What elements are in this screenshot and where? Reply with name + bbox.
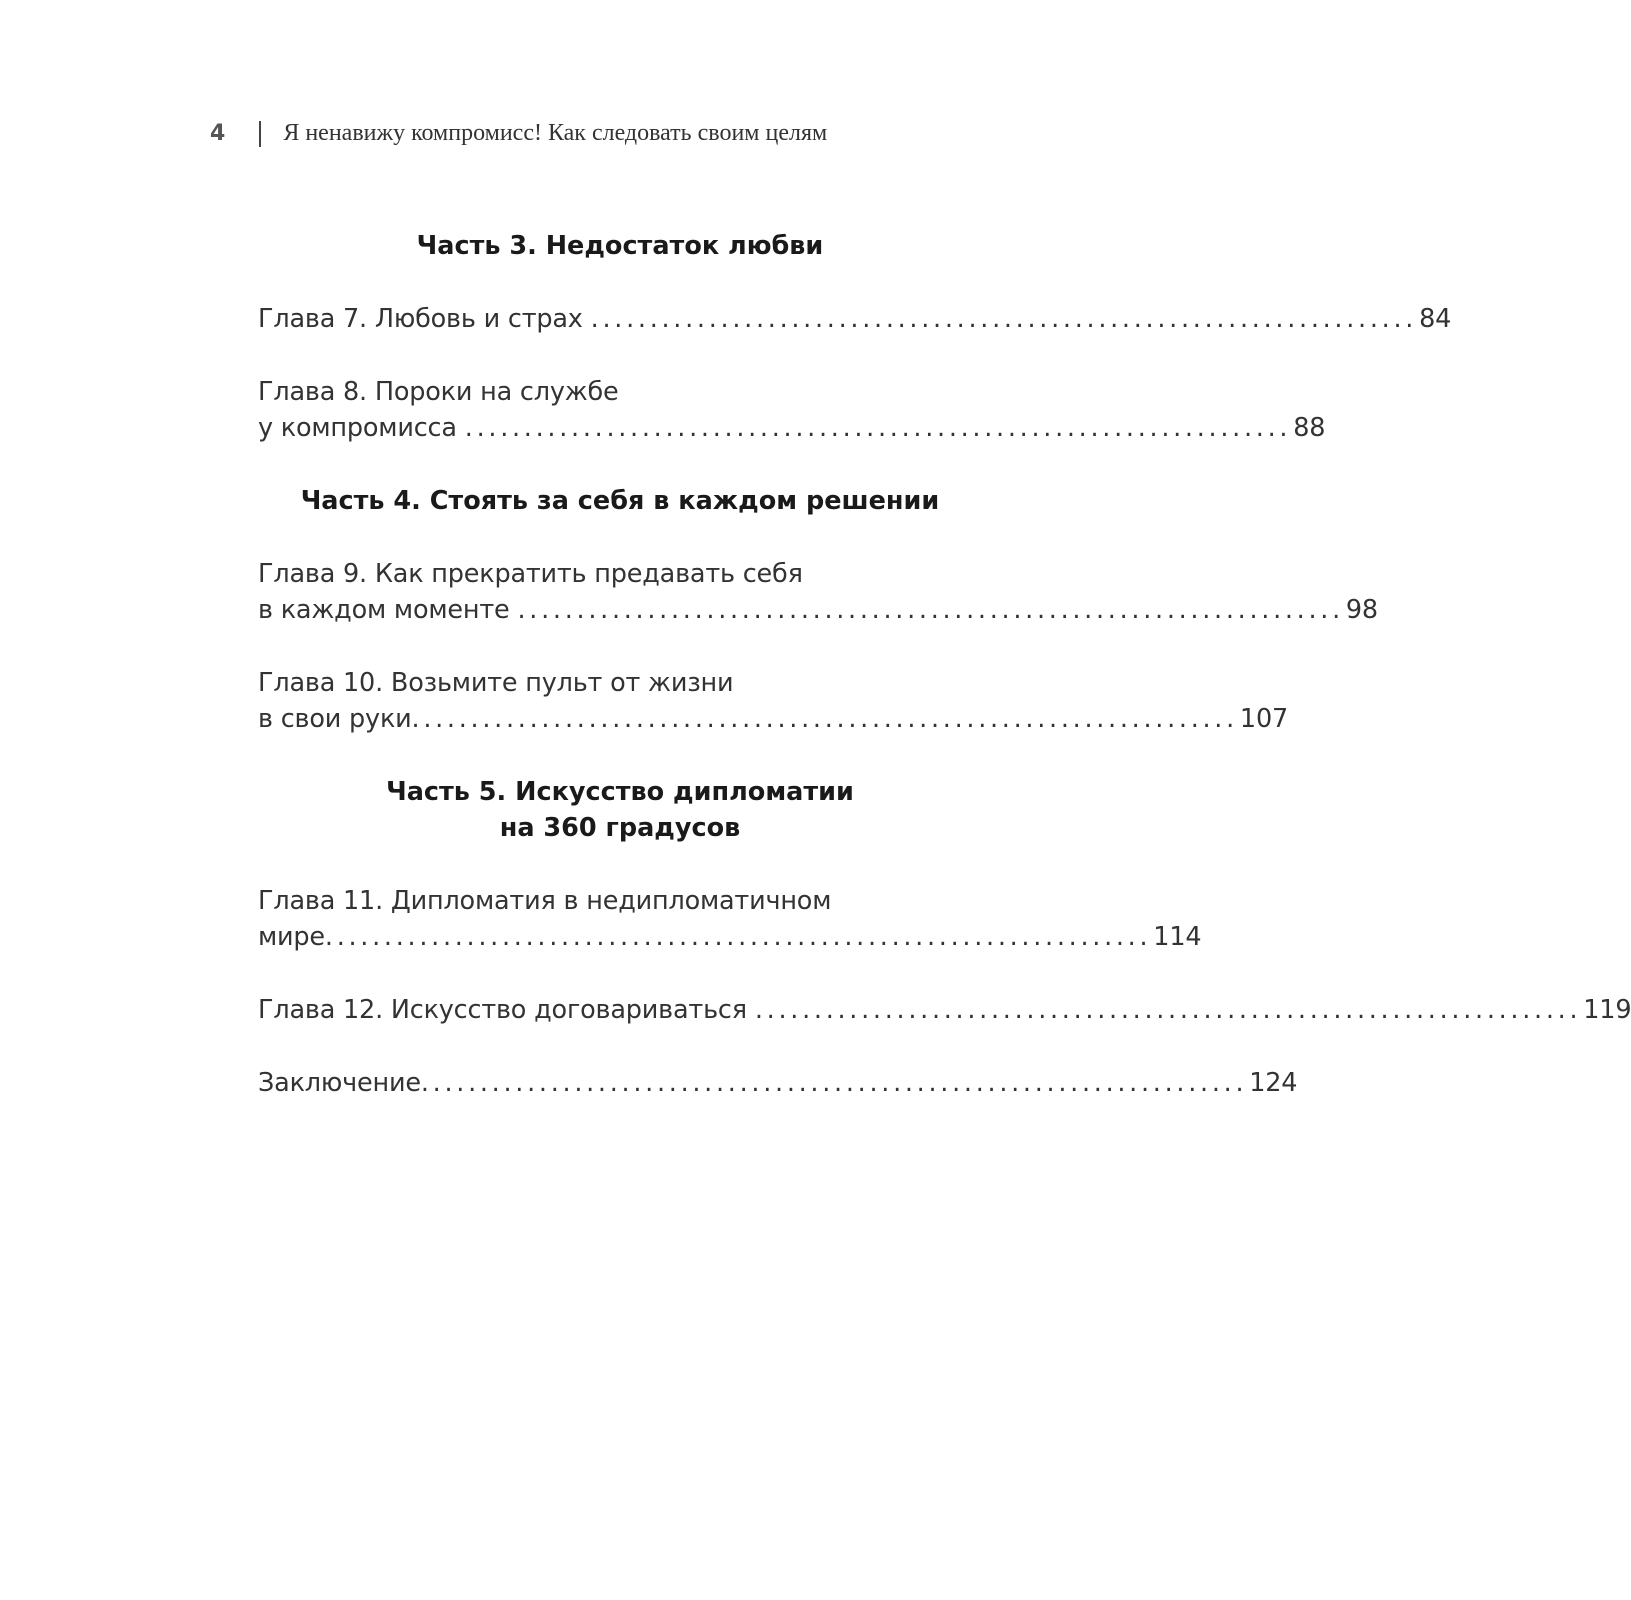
dot-leader: ...................................................................... bbox=[324, 922, 1152, 952]
chapter-page: 114 bbox=[1153, 922, 1202, 952]
chapter-title: Глава 8. Пороки на службе bbox=[258, 377, 619, 407]
chapter-title: Заключение bbox=[258, 1068, 421, 1098]
running-head bbox=[210, 120, 827, 147]
toc-entry-chapter-11[interactable] bbox=[258, 883, 1202, 955]
chapter-title: Глава 10. Возьмите пульт от жизни bbox=[258, 668, 734, 698]
dot-leader: ...................................................................... bbox=[420, 1068, 1248, 1098]
part-5-title-line-2: на 360 градусов bbox=[499, 813, 741, 843]
chapter-title-cont: в свои руки bbox=[258, 704, 412, 734]
part-4-title: Часть 4. Стоять за себя в каждом решении bbox=[300, 486, 940, 516]
toc-entry-chapter-7[interactable] bbox=[258, 301, 1452, 337]
chapter-title-cont: в каждом моменте bbox=[258, 595, 510, 625]
chapter-title: Глава 12. Искусство договариваться bbox=[258, 995, 747, 1025]
header-separator bbox=[259, 121, 261, 147]
dot-leader: ...................................................................... bbox=[517, 595, 1344, 625]
chapter-page: 84 bbox=[1419, 304, 1452, 334]
dot-leader: ...................................................................... bbox=[464, 413, 1292, 443]
chapter-title: Глава 7. Любовь и страх bbox=[258, 304, 583, 334]
part-5-title-line-1: Часть 5. Искусство дипломатии bbox=[386, 777, 854, 807]
chapter-title-cont: мире bbox=[258, 922, 325, 952]
chapter-title-cont: у компромисса bbox=[258, 413, 457, 443]
chapter-page: 88 bbox=[1293, 413, 1326, 443]
toc-entry-conclusion[interactable] bbox=[258, 1065, 1298, 1101]
table-of-contents bbox=[258, 228, 1631, 1101]
chapter-page: 119 bbox=[1583, 995, 1631, 1025]
dot-leader: ...................................................................... bbox=[754, 995, 1582, 1025]
toc-entry-chapter-8[interactable] bbox=[258, 374, 1326, 446]
toc-entry-chapter-10[interactable] bbox=[258, 665, 1288, 737]
toc-entry-chapter-12[interactable] bbox=[258, 992, 1631, 1028]
dot-leader: ...................................................................... bbox=[590, 304, 1418, 334]
page-number: 4 bbox=[210, 121, 226, 146]
book-title: Я ненавижу компромисс! Как следовать своим целям bbox=[283, 120, 828, 146]
chapter-page: 124 bbox=[1249, 1068, 1298, 1098]
chapter-page: 107 bbox=[1239, 704, 1288, 734]
chapter-title: Глава 11. Дипломатия в недипломатичном bbox=[258, 886, 832, 916]
chapter-title: Глава 9. Как прекратить предавать себя bbox=[258, 559, 803, 589]
part-3-title: Часть 3. Недостаток любви bbox=[416, 231, 824, 261]
toc-entry-chapter-9[interactable] bbox=[258, 556, 1378, 628]
chapter-page: 98 bbox=[1345, 595, 1378, 625]
part-5-title bbox=[258, 774, 982, 846]
dot-leader: ...................................................................... bbox=[411, 704, 1238, 734]
